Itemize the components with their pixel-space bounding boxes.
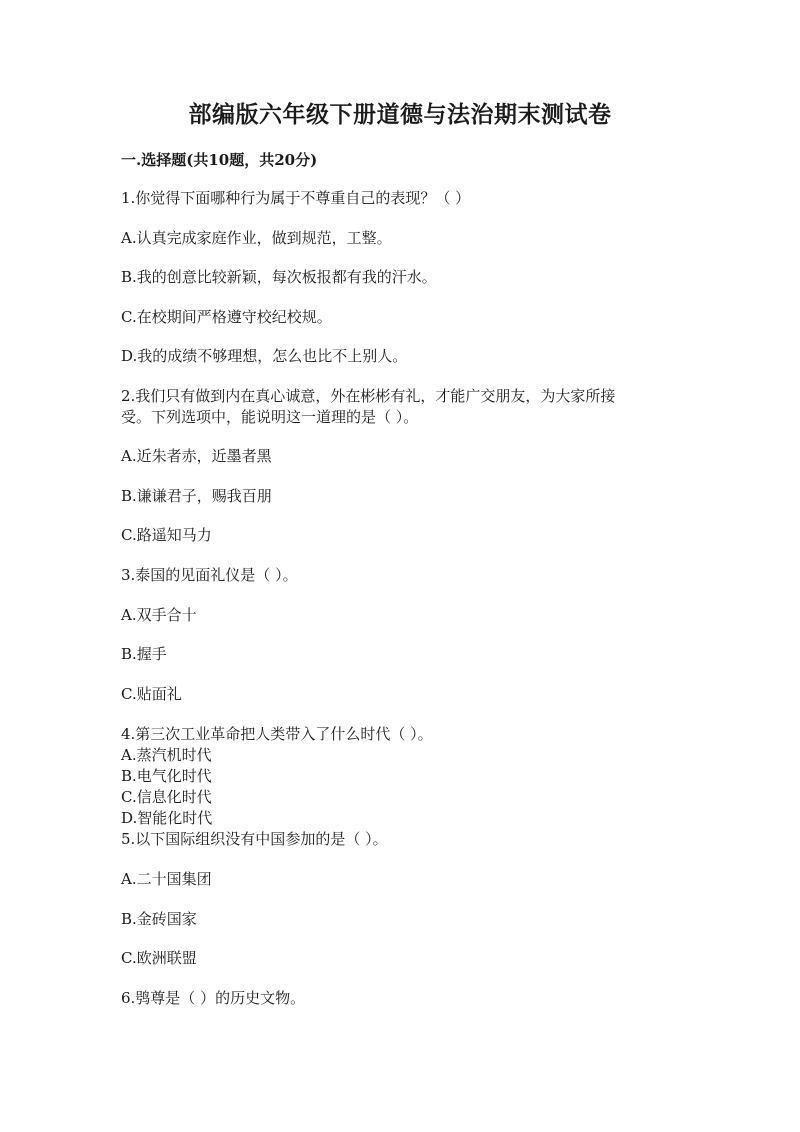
section-heading: 一.选择题(共10题，共20分)	[121, 151, 318, 169]
question-3-option-a: A.双手合十	[121, 606, 197, 624]
document-title: 部编版六年级下册道德与法治期末测试卷	[188, 101, 612, 128]
question-5-option-c: C.欧洲联盟	[121, 949, 197, 967]
question-5-stem: 5.以下国际组织没有中国参加的是（ ）。	[121, 830, 388, 848]
question-2-option-c: C.路遥知马力	[121, 526, 212, 544]
question-4-option-a: A.蒸汽机时代	[121, 746, 212, 764]
question-4-option-b: B.电气化时代	[121, 767, 212, 785]
question-1-option-d: D.我的成绩不够理想，怎么也比不上别人。	[121, 347, 408, 365]
question-5-option-a: A.二十国集团	[121, 870, 212, 888]
question-1-option-c: C.在校期间严格遵守校纪校规。	[121, 308, 332, 326]
question-5-option-b: B.金砖国家	[121, 910, 197, 928]
question-4-option-c: C.信息化时代	[121, 788, 212, 806]
question-3-stem: 3.泰国的见面礼仪是（ ）。	[121, 566, 298, 584]
question-4-stem: 4.第三次工业革命把人类带入了什么时代（ ）。	[121, 725, 433, 743]
question-6-stem: 6.鸮尊是（ ）的历史文物。	[121, 989, 306, 1007]
question-2-option-a: A.近朱者赤，近墨者黑	[121, 447, 272, 465]
question-2-stem-line-1: 2.我们只有做到内在真心诚意，外在彬彬有礼，才能广交朋友，为大家所接	[121, 387, 616, 405]
question-1-stem: 1.你觉得下面哪种行为属于不尊重自己的表现？（ ）	[121, 189, 471, 207]
question-2-stem-line-2: 受。下列选项中，能说明这一道理的是（ ）。	[121, 408, 419, 426]
question-2-option-b: B.谦谦君子，赐我百朋	[121, 487, 272, 505]
question-4-option-d: D.智能化时代	[121, 809, 213, 827]
question-1-option-a: A.认真完成家庭作业，做到规范，工整。	[121, 229, 392, 247]
question-3-option-b: B.握手	[121, 645, 167, 663]
question-3-option-c: C.贴面礼	[121, 685, 182, 703]
question-1-option-b: B.我的创意比较新颖，每次板报都有我的汗水。	[121, 268, 437, 286]
